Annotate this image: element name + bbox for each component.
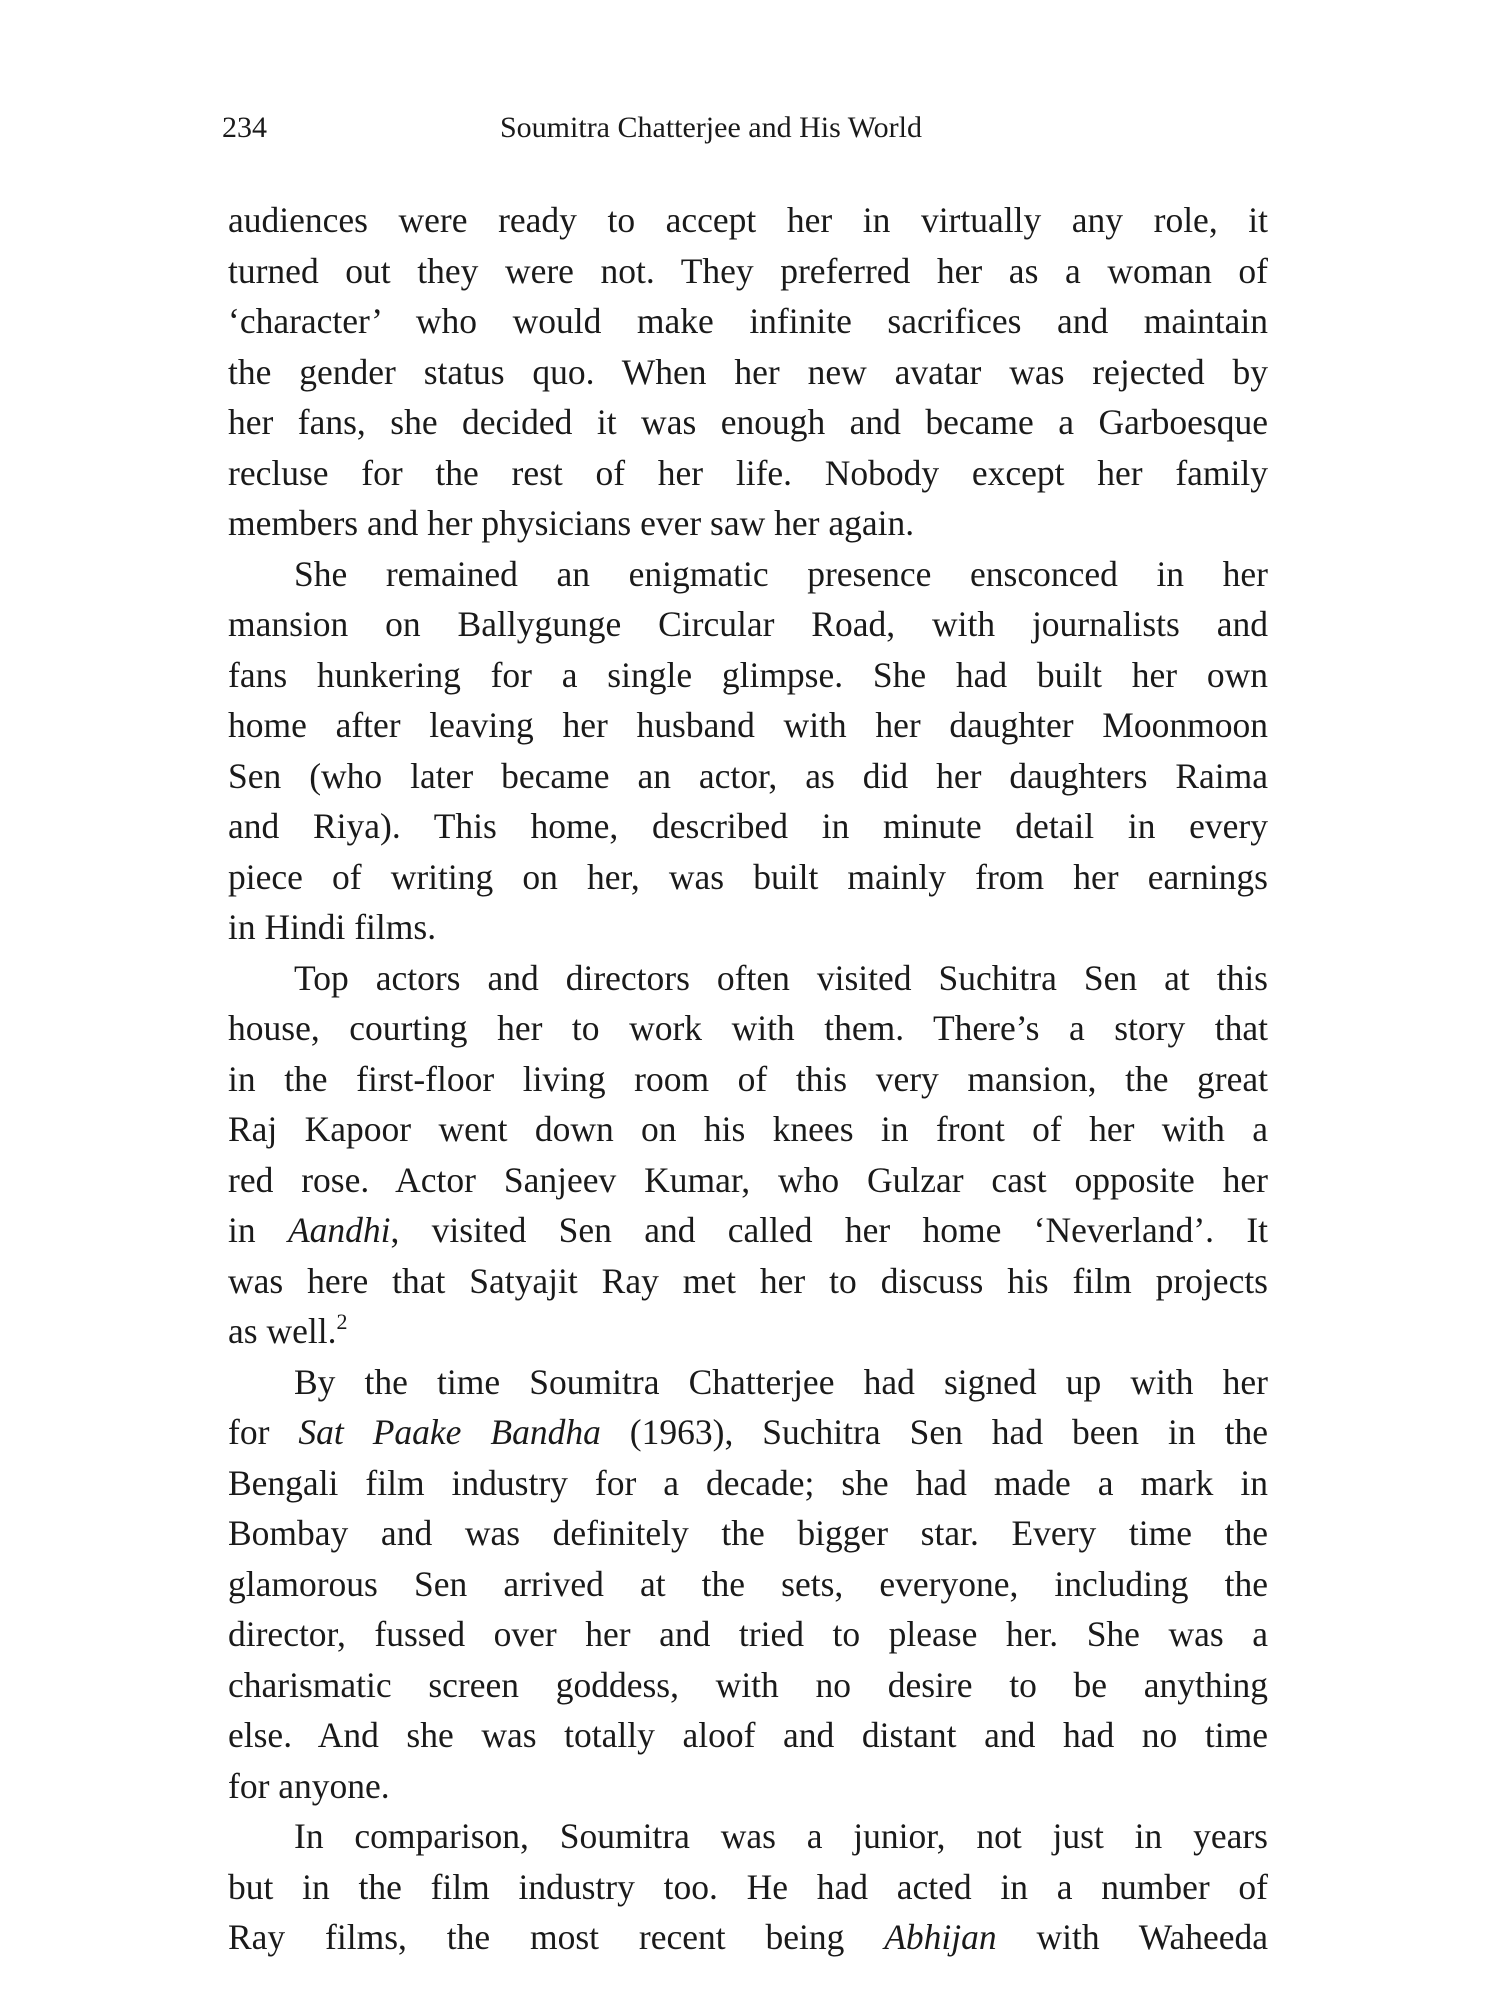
- text-segment: Raj Kapoor went down on his knees in front of her with a: [228, 1109, 1268, 1149]
- text-line: [228, 751, 1268, 802]
- text-segment: home after leaving her husband with her daughter Moonmoon: [228, 705, 1268, 745]
- text-segment: the gender status quo. When her new avatar was rejected by: [228, 351, 1268, 392]
- text-segment: in Hindi films.: [228, 907, 437, 947]
- text-segment: ‘character’ who would make infinite sacrifices and maintain: [228, 301, 1268, 341]
- text-segment: in: [228, 1210, 288, 1250]
- text-line: [228, 1054, 1268, 1105]
- text-segment: recluse for the rest of her life. Nobody except her family: [228, 452, 1268, 493]
- text-line: [228, 902, 1268, 953]
- text-segment: (1963), Suchitra Sen had been in the: [600, 1412, 1268, 1452]
- text-segment: as well.: [228, 1311, 337, 1351]
- text-segment: piece of writing on her, was built mainly from her earnings: [228, 856, 1268, 897]
- running-head: [222, 108, 1267, 148]
- text-line: [228, 1508, 1268, 1559]
- text-segment: in the first-floor living room of this very mansion, the great: [228, 1058, 1268, 1099]
- text-line: [228, 1609, 1268, 1660]
- text-segment: with Waheeda: [996, 1917, 1268, 1957]
- text-segment: Bengali film industry for a decade; she had made a mark in: [228, 1462, 1268, 1503]
- text-segment: house, courting her to work with them. There’s a story that: [228, 1008, 1268, 1048]
- text-segment: was here that Satyajit Ray met her to discuss his film projects: [228, 1260, 1268, 1301]
- text-segment: for anyone.: [228, 1765, 390, 1806]
- text-line: [228, 1761, 1268, 1812]
- body-text: [228, 195, 1268, 1963]
- text-line: [228, 397, 1268, 448]
- text-segment: , visited Sen and called her home ‘Neverland’. It: [390, 1210, 1269, 1250]
- text-segment: Bombay and was definitely the bigger star. Every time the: [228, 1513, 1268, 1553]
- italic-title: Sat Paake Bandha: [298, 1412, 601, 1452]
- text-line: [228, 549, 1268, 600]
- text-segment: but in the film industry too. He had acted in a number of: [228, 1866, 1268, 1907]
- text-line: [228, 1104, 1268, 1155]
- text-line: [228, 1660, 1268, 1711]
- text-segment: charismatic screen goddess, with no desire to be anything: [228, 1664, 1268, 1705]
- text-line: [228, 347, 1268, 398]
- text-segment: Sen (who later became an actor, as did her daughters Raima: [228, 755, 1268, 796]
- text-segment: audiences were ready to accept her in virtually any role, it: [228, 200, 1268, 240]
- text-segment: her fans, she decided it was enough and became a Garboesque: [228, 402, 1268, 442]
- text-line: [228, 1559, 1268, 1610]
- text-line: [228, 852, 1268, 903]
- text-line: [228, 246, 1268, 297]
- text-segment: mansion on Ballygunge Circular Road, with journalists and: [228, 604, 1268, 644]
- footnote-marker: 2: [336, 1309, 348, 1334]
- text-line: [228, 700, 1268, 751]
- italic-title: Aandhi: [287, 1210, 391, 1250]
- text-segment: fans hunkering for a single glimpse. She had built her own: [228, 654, 1268, 695]
- text-segment: In comparison, Soumitra was a junior, not just in years: [294, 1816, 1268, 1856]
- text-line: [228, 448, 1268, 499]
- text-line: [228, 195, 1268, 246]
- text-line: [228, 1710, 1268, 1761]
- text-line: [228, 1811, 1268, 1862]
- book-title: Soumitra Chatterjee and His World: [500, 111, 922, 144]
- text-line: [228, 1256, 1268, 1307]
- text-line: [228, 801, 1268, 852]
- text-line: [228, 1306, 1268, 1357]
- text-segment: glamorous Sen arrived at the sets, everyone, including the: [228, 1563, 1268, 1604]
- text-segment: By the time Soumitra Chatterjee had signed up with her: [294, 1361, 1268, 1402]
- text-segment: director, fussed over her and tried to please her. She was a: [228, 1614, 1268, 1654]
- text-segment: Top actors and directors often visited Suchitra Sen at this: [294, 957, 1268, 998]
- text-segment: else. And she was totally aloof and distant and had no time: [228, 1715, 1268, 1755]
- text-line: [228, 1003, 1268, 1054]
- text-line: [228, 599, 1268, 650]
- text-line: [228, 1407, 1268, 1458]
- text-segment: Ray films, the most recent being: [228, 1917, 885, 1957]
- text-line: [228, 1912, 1268, 1963]
- text-line: [228, 953, 1268, 1004]
- text-line: [228, 650, 1268, 701]
- text-line: [228, 1862, 1268, 1913]
- text-line: [228, 296, 1268, 347]
- text-line: [228, 1155, 1268, 1206]
- text-line: [228, 1458, 1268, 1509]
- text-segment: for: [228, 1412, 299, 1452]
- text-line: [228, 498, 1268, 549]
- text-line: [228, 1205, 1268, 1256]
- text-segment: members and her physicians ever saw her again.: [228, 503, 915, 543]
- text-segment: She remained an enigmatic presence ensconced in her: [294, 553, 1268, 594]
- text-segment: and Riya). This home, described in minute detail in every: [228, 806, 1268, 846]
- text-segment: red rose. Actor Sanjeev Kumar, who Gulzar cast opposite her: [228, 1159, 1268, 1200]
- text-segment: turned out they were not. They preferred her as a woman of: [228, 250, 1268, 291]
- text-line: [228, 1357, 1268, 1408]
- italic-title: Abhijan: [884, 1917, 997, 1957]
- page-number: 234: [222, 111, 267, 144]
